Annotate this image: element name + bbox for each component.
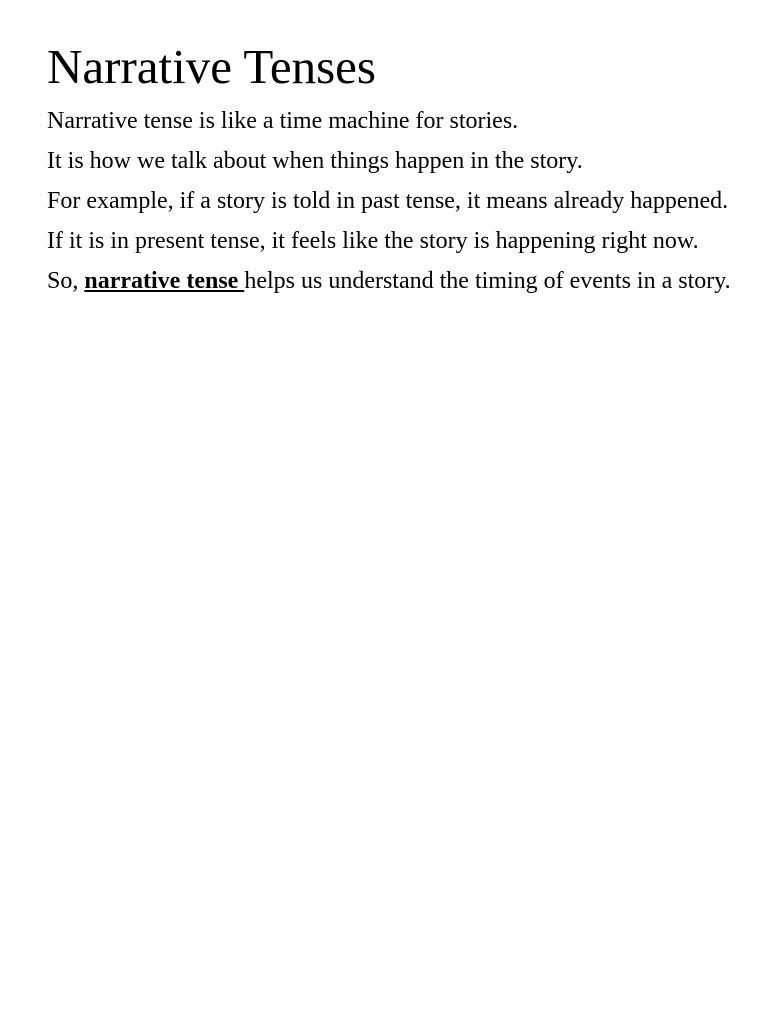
paragraph-present-tense-example: If it is in present tense, it feels like the story is happening right now. (47, 228, 699, 254)
paragraph-past-tense-example: For example, if a story is told in past tense, it means already happened. (47, 188, 729, 214)
narrative-tense-emphasis: narrative tense (84, 268, 245, 294)
paragraph-summary (47, 266, 737, 296)
summary-prefix: So, (47, 268, 85, 294)
summary-suffix: helps us understand the timing of events in a story. (244, 268, 731, 294)
paragraph-explanation: It is how we talk about when things happen in the story. (47, 148, 583, 174)
page-title: Narrative Tenses (47, 39, 377, 94)
document-body (47, 38, 737, 306)
paragraph-definition: Narrative tense is like a time machine for stories. (47, 108, 519, 134)
